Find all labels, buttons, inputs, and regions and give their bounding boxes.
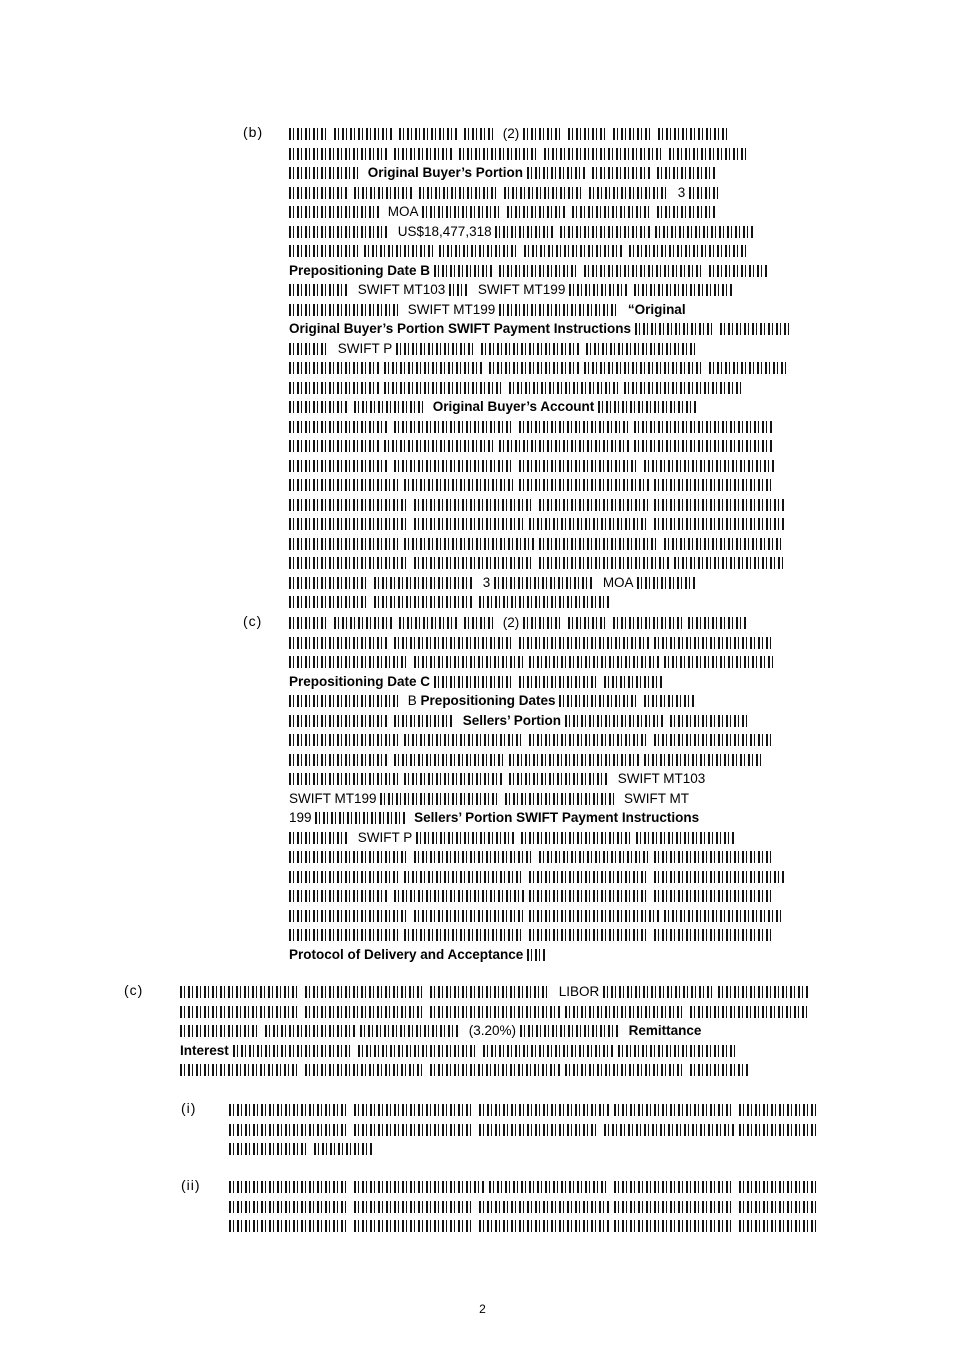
text-fragment: (2) <box>502 126 520 141</box>
text-fragment: SWIFT MT <box>624 790 690 806</box>
subitem-i-paragraph <box>229 1100 826 1159</box>
text-fragment: MOA <box>602 574 633 590</box>
page-number: 2 <box>479 1302 486 1316</box>
defined-term: Original Buyer’s Account <box>432 399 595 414</box>
amount-text: US$18,477,318 <box>397 223 492 239</box>
text-fragment: SWIFT MT199 <box>477 282 566 297</box>
clause-marker: (b) <box>243 124 264 140</box>
defined-term: Prepositioning Dates <box>420 693 556 708</box>
text-fragment: SWIFT MT199 <box>407 301 496 317</box>
text-fragment: (3.20%) <box>468 1023 517 1038</box>
subitem-ii-paragraph <box>229 1177 826 1236</box>
subitem-marker: (i) <box>181 1100 197 1116</box>
defined-term: Prepositioning Date B <box>289 262 431 278</box>
text-fragment: MOA <box>387 204 418 219</box>
defined-term: Prepositioning Date C <box>289 673 431 689</box>
text-fragment: SWIFT P <box>337 340 393 356</box>
text-fragment: 3 <box>677 184 686 200</box>
clause-b-paragraph: (2) Original Buyer’s Portion 3 MOA US$18,477,318 Prepositioning Date B SWIFT MT103 SWIFT MT199 SWIFT MT199 “Original Original Buyer’s Portion SWIFT Payment Instructions SWIFT P Original Buyer’s Account 3 MOA <box>289 124 827 612</box>
defined-term: Sellers’ Portion SWIFT Payment Instructions <box>414 810 700 825</box>
defined-term: Original Buyer’s Portion SWIFT Payment Instructions <box>289 321 632 336</box>
text-fragment: B <box>407 693 417 708</box>
clause-marker: (c) <box>124 982 144 998</box>
defined-term: Interest <box>180 1042 229 1058</box>
clause-c-paragraph <box>289 613 827 964</box>
text-fragment: LIBOR <box>558 984 600 999</box>
defined-term: Protocol of Delivery and Acceptance <box>289 946 524 962</box>
clause-marker: (c) <box>243 613 263 629</box>
defined-term: Sellers’ Portion <box>462 712 562 728</box>
text-fragment: SWIFT MT103 <box>357 282 446 297</box>
text-fragment: (2) <box>502 615 520 630</box>
text-fragment: SWIFT MT103 <box>617 771 706 786</box>
text-fragment: 199 <box>289 810 312 825</box>
text-fragment: SWIFT P <box>357 829 413 845</box>
subitem-marker: (ii) <box>181 1177 201 1193</box>
defined-term: Original Buyer’s Portion <box>367 165 524 180</box>
text-fragment: 3 <box>482 574 491 590</box>
text-fragment: SWIFT MT199 <box>289 790 377 806</box>
clause-c2-paragraph <box>180 982 826 1080</box>
defined-term: Remittance <box>628 1023 702 1038</box>
